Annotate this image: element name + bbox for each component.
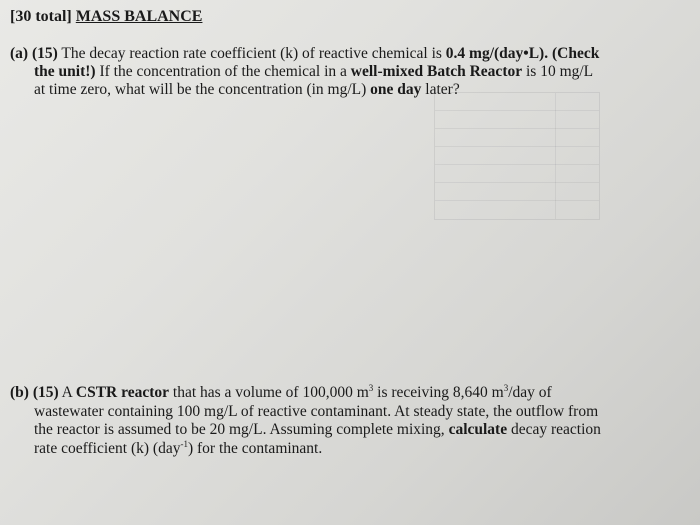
bleed-through-table — [434, 92, 600, 220]
question-a-reactor: well-mixed Batch Reactor — [350, 63, 523, 80]
question-a-line-1: (a) (15) The decay reaction rate coefficient (k) of reactive chemical is 0.4 mg/(day•L). (Check — [10, 45, 600, 62]
question-b-line-2: wastewater containing 100 mg/L of reactive contaminant. At steady state, the outflow from — [34, 402, 599, 420]
question-b-line-1: (b) (15) A CSTR reactor that has a volume of 100,000 $m^3$ is receiving 8,640 $m^3$/day of — [10, 382, 552, 401]
question-a-label: (a) (15) — [10, 45, 58, 62]
question-b-line-3: the reactor is assumed to be 20 mg/L. Assuming complete mixing, calculate decay reaction — [34, 421, 601, 438]
section-heading — [10, 8, 202, 26]
question-b-line-4: rate coefficient (k) (day$^{-1}$) for the contaminant. — [34, 438, 323, 457]
total-points: [30 total] — [10, 8, 72, 25]
question-b — [10, 384, 650, 458]
question-a-line-3: at time zero, what will be the concentration (in mg/L) one day later? — [34, 81, 460, 98]
section-title: MASS BALANCE — [75, 8, 203, 25]
question-b-label: (b) (15) — [10, 384, 59, 401]
question-a-rate: 0.4 mg/(day•L). (Check — [445, 45, 600, 62]
question-a-line-2: the unit!) If the concentration of the chemical in a well-mixed Batch Reactor is 10 mg/L — [34, 63, 594, 80]
question-b-cstr: CSTR reactor — [75, 384, 170, 401]
question-a — [10, 45, 650, 99]
